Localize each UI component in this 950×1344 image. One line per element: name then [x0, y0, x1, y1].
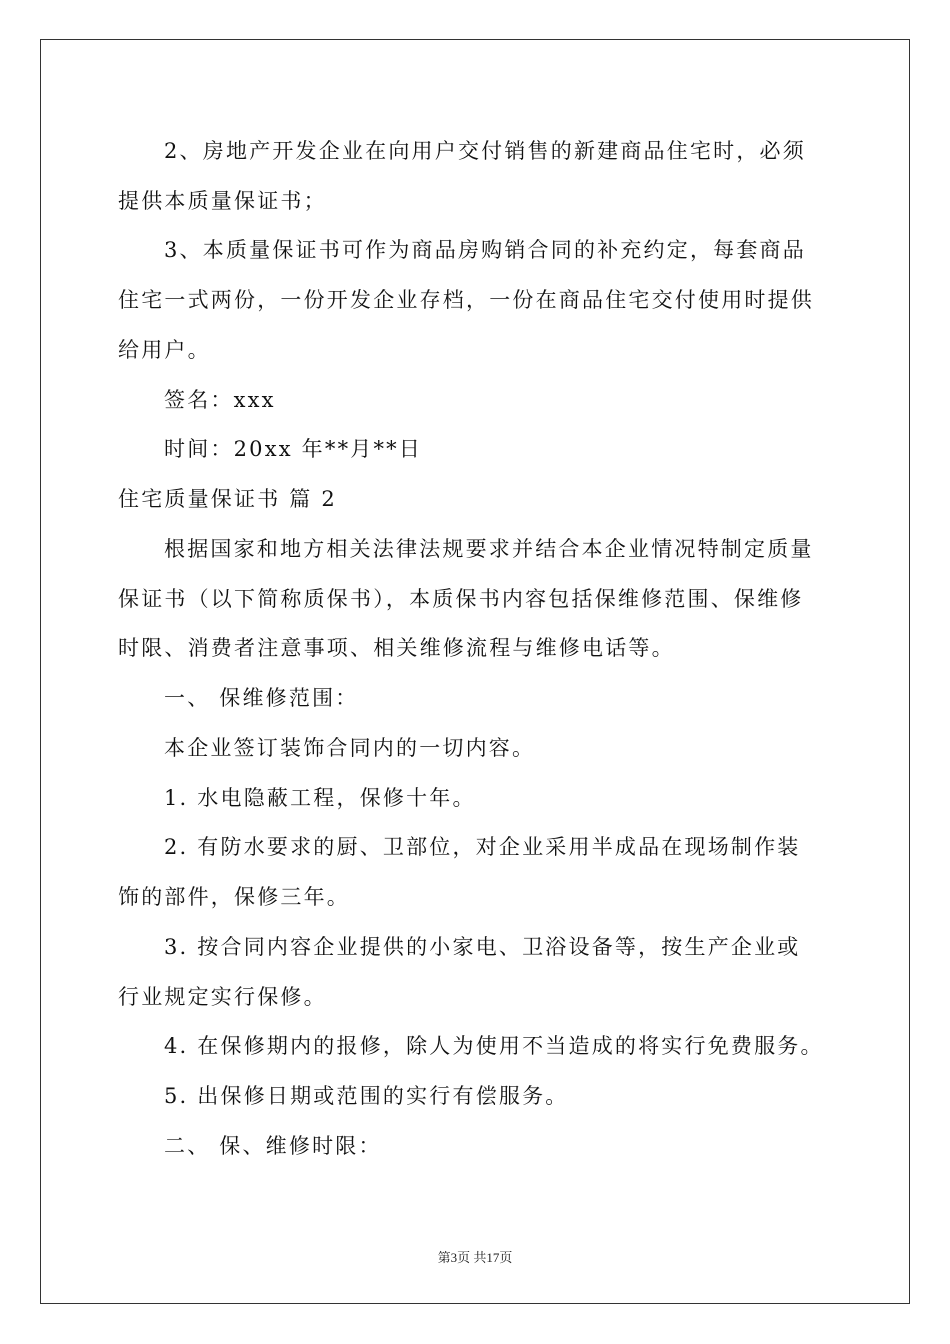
paragraph-line: 3、本质量保证书可作为商品房购销合同的补充约定，每套商品 — [164, 238, 806, 262]
date-line: 时间：20xx 年**月**日 — [164, 437, 423, 461]
subsection-heading: 一、 保维修范围： — [164, 686, 359, 710]
paragraph-line: 根据国家和地方相关法律法规要求并结合本企业情况特制定质量 — [164, 537, 814, 561]
list-item: 2. 有防水要求的厨、卫部位，对企业采用半成品在现场制作装 — [164, 835, 801, 859]
list-item: 1. 水电隐蔽工程，保修十年。 — [164, 786, 476, 810]
list-item: 3. 按合同内容企业提供的小家电、卫浴设备等，按生产企业或 — [164, 935, 801, 959]
paragraph-line: 时限、消费者注意事项、相关维修流程与维修电话等。 — [118, 636, 675, 660]
paragraph-line: 提供本质量保证书； — [118, 189, 327, 213]
paragraph-line: 本企业签订装饰合同内的一切内容。 — [164, 736, 536, 760]
list-item-continuation: 行业规定实行保修。 — [118, 985, 327, 1009]
subsection-heading: 二、 保、维修时限： — [164, 1134, 382, 1158]
paragraph-line: 2、房地产开发企业在向用户交付销售的新建商品住宅时，必须 — [164, 139, 806, 163]
list-item: 4. 在保修期内的报修，除人为使用不当造成的将实行免费服务。 — [164, 1034, 824, 1058]
page-number-footer: 第3页 共17页 — [437, 1250, 513, 1265]
page-border — [40, 39, 910, 1304]
list-item: 5. 出保修日期或范围的实行有偿服务。 — [164, 1084, 569, 1108]
paragraph-line: 住宅一式两份，一份开发企业存档，一份在商品住宅交付使用时提供 — [118, 288, 814, 312]
paragraph-line: 给用户。 — [118, 338, 211, 362]
list-item-continuation: 饰的部件，保修三年。 — [118, 885, 350, 909]
paragraph-line: 保证书（以下简称质保书），本质保书内容包括保维修范围、保维修 — [118, 587, 804, 611]
signature-line: 签名：xxx — [164, 388, 276, 412]
section-heading: 住宅质量保证书 篇 2 — [118, 487, 337, 511]
